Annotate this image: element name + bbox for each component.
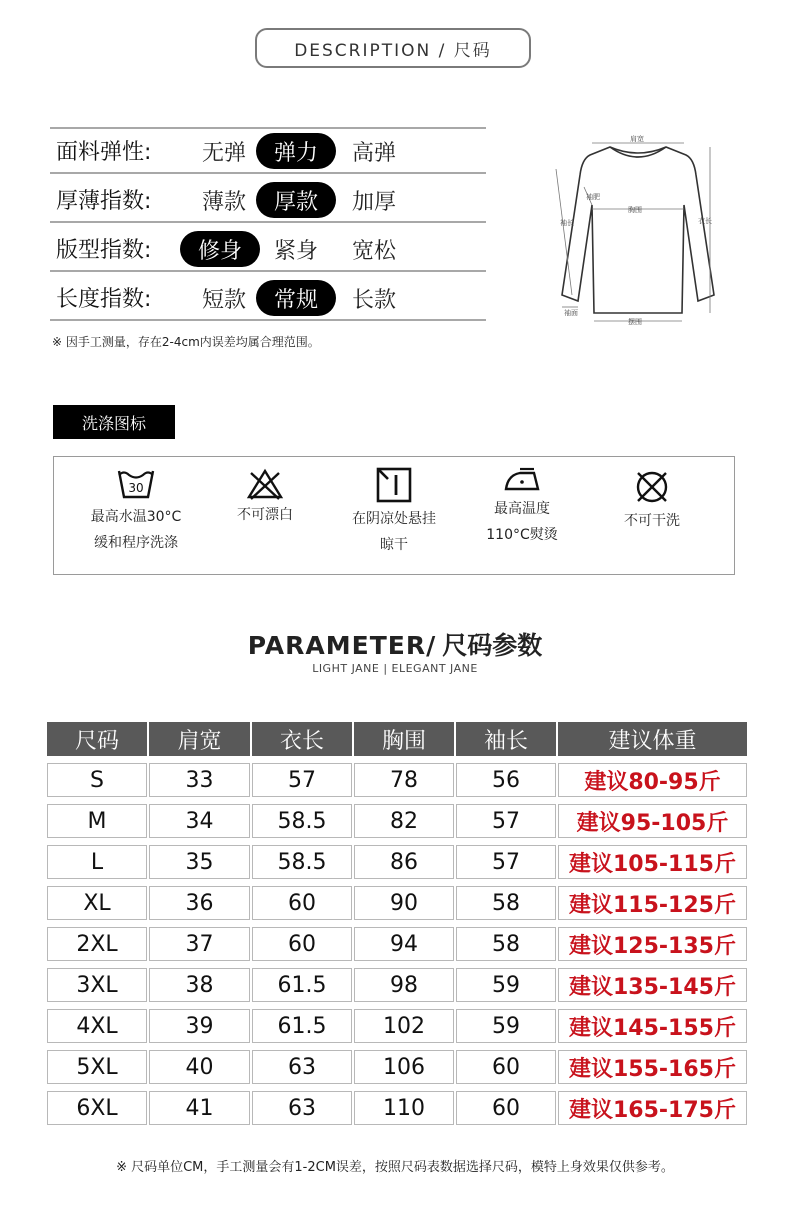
- table-row: [47, 1091, 747, 1125]
- table-header-cell: 胸围: [354, 722, 454, 756]
- table-header-cell: 衣长: [252, 722, 352, 756]
- table-cell: 60: [252, 927, 352, 961]
- attribute-option: 加厚: [351, 189, 396, 215]
- attribute-label: 厚薄指数:: [56, 189, 152, 214]
- table-cell: 94: [354, 927, 454, 961]
- attribute-label: 版型指数:: [56, 238, 152, 263]
- table-cell: L: [47, 845, 147, 879]
- attribute-option: 薄款: [201, 189, 246, 215]
- weight-cell: 建议165-175斤: [558, 1091, 747, 1125]
- table-cell: 61.5: [252, 968, 352, 1002]
- table-header-cell: 袖长: [456, 722, 556, 756]
- attribute-option: 宽松: [351, 238, 396, 264]
- parameter-title-cn: 尺码参数: [442, 631, 543, 660]
- wash-item-text: 不可漂白: [237, 507, 293, 523]
- attribute-label: 面料弹性:: [56, 140, 152, 165]
- table-cell: 33: [149, 763, 250, 797]
- table-cell: 57: [456, 804, 556, 838]
- table-cell: 56: [456, 763, 556, 797]
- table-row: [47, 927, 747, 961]
- table-cell: 102: [354, 1009, 454, 1043]
- table-cell: 39: [149, 1009, 250, 1043]
- table-cell: M: [47, 804, 147, 838]
- table-cell: 61.5: [252, 1009, 352, 1043]
- table-cell: 40: [149, 1050, 250, 1084]
- description-heading: DESCRIPTION / 尺码: [255, 28, 531, 68]
- table-cell: 59: [456, 1009, 556, 1043]
- wash-item-text: 不可干洗: [624, 513, 680, 529]
- attribute-option: 长款: [351, 287, 396, 313]
- table-cell: 60: [456, 1050, 556, 1084]
- weight-cell: 建议115-125斤: [558, 886, 747, 920]
- table-cell: 98: [354, 968, 454, 1002]
- wash-item-text: 最高温度: [494, 501, 550, 517]
- attribute-option: 无弹: [201, 140, 246, 166]
- table-row: [47, 886, 747, 920]
- table-cell: 58: [456, 886, 556, 920]
- label-armhole: 袖肥: [586, 193, 600, 201]
- no-bleach-icon: [200, 467, 330, 501]
- wash-30-icon: [71, 465, 201, 503]
- weight-cell: 建议125-135斤: [558, 927, 747, 961]
- table-cell: 4XL: [47, 1009, 147, 1043]
- attribute-option: 高弹: [351, 140, 396, 166]
- table-cell: 58.5: [252, 804, 352, 838]
- attribute-option: 紧身: [273, 238, 318, 264]
- table-cell: 34: [149, 804, 250, 838]
- measure-note: ※ 因手工测量，存在2-4cm内误差均属合理范围。: [52, 335, 320, 349]
- table-cell: 63: [252, 1050, 352, 1084]
- table-cell: 78: [354, 763, 454, 797]
- table-row: [47, 1009, 747, 1043]
- table-cell: 63: [252, 1091, 352, 1125]
- table-row: [47, 845, 747, 879]
- label-shoulder: 肩宽: [630, 135, 644, 143]
- table-cell: 38: [149, 968, 250, 1002]
- wash-item: [457, 465, 587, 547]
- label-chest: 胸围: [628, 206, 642, 214]
- table-cell: 37: [149, 927, 250, 961]
- weight-cell: 建议135-145斤: [558, 968, 747, 1002]
- weight-cell: 建议95-105斤: [558, 804, 747, 838]
- table-cell: 90: [354, 886, 454, 920]
- table-row: [47, 804, 747, 838]
- attribute-row: [50, 227, 486, 272]
- label-cuff: 袖面: [564, 309, 578, 317]
- table-cell: 60: [456, 1091, 556, 1125]
- attribute-row: [50, 127, 486, 174]
- table-cell: 58.5: [252, 845, 352, 879]
- line-dry-shade-icon: [329, 465, 459, 505]
- table-cell: 106: [354, 1050, 454, 1084]
- table-header-row: [47, 722, 747, 756]
- footer-note: ※ 尺码单位CM，手工测量会有1-2CM误差，按照尺码表数据选择尺码，模特上身效果仅供参考。: [116, 1160, 674, 1175]
- wash-item-text: 在阴凉处悬挂: [352, 511, 436, 527]
- attribute-row: [50, 178, 486, 223]
- garment-sketch-icon: [548, 135, 728, 330]
- parameter-title: [0, 626, 790, 662]
- table-cell: 110: [354, 1091, 454, 1125]
- table-cell: 86: [354, 845, 454, 879]
- table-cell: 58: [456, 927, 556, 961]
- wash-item: [200, 467, 330, 527]
- attribute-label: 长度指数:: [56, 287, 152, 312]
- wash-item: [329, 465, 459, 557]
- wash-item-text: 晾干: [380, 537, 408, 553]
- weight-cell: 建议145-155斤: [558, 1009, 747, 1043]
- table-cell: 57: [252, 763, 352, 797]
- table-header-cell: 肩宽: [149, 722, 250, 756]
- table-header-cell: 尺码: [47, 722, 147, 756]
- attribute-option-selected: 常规: [256, 280, 336, 316]
- table-cell: 59: [456, 968, 556, 1002]
- weight-cell: 建议105-115斤: [558, 845, 747, 879]
- table-row: [47, 763, 747, 797]
- table-cell: 3XL: [47, 968, 147, 1002]
- table-row: [47, 968, 747, 1002]
- table-cell: 5XL: [47, 1050, 147, 1084]
- weight-cell: 建议80-95斤: [558, 763, 747, 797]
- table-cell: XL: [47, 886, 147, 920]
- label-sleeve: 袖长: [560, 219, 574, 227]
- table-cell: 35: [149, 845, 250, 879]
- attribute-option-selected: 弹力: [256, 133, 336, 169]
- attribute-option-selected: 修身: [180, 231, 260, 267]
- table-cell: 60: [252, 886, 352, 920]
- table-header-cell: 建议体重: [558, 722, 747, 756]
- attribute-row: [50, 276, 486, 321]
- attribute-option-selected: 厚款: [256, 182, 336, 218]
- no-dry-clean-icon: [587, 467, 717, 507]
- label-hem: 摆围: [628, 318, 642, 326]
- wash-item-text: 最高水温30°C: [90, 509, 182, 525]
- wash-section-tag: 洗涤图标: [53, 405, 175, 439]
- attribute-option: 短款: [201, 287, 246, 313]
- table-cell: 6XL: [47, 1091, 147, 1125]
- parameter-subtitle: LIGHT JANE | ELEGANT JANE: [312, 662, 478, 675]
- table-cell: 41: [149, 1091, 250, 1125]
- table-cell: 82: [354, 804, 454, 838]
- table-cell: S: [47, 763, 147, 797]
- parameter-title-en: PARAMETER/: [247, 631, 437, 660]
- table-cell: 57: [456, 845, 556, 879]
- svg-text:30: 30: [128, 481, 144, 495]
- label-length: 衣长: [698, 217, 712, 225]
- wash-item: [71, 465, 201, 555]
- wash-icons-panel: [53, 456, 735, 575]
- wash-item: [587, 467, 717, 533]
- wash-item-text: 缓和程序洗涤: [94, 535, 178, 551]
- table-cell: 2XL: [47, 927, 147, 961]
- iron-icon: [457, 465, 587, 495]
- table-cell: 36: [149, 886, 250, 920]
- wash-item-text: 110°C熨烫: [486, 527, 558, 543]
- table-row: [47, 1050, 747, 1084]
- weight-cell: 建议155-165斤: [558, 1050, 747, 1084]
